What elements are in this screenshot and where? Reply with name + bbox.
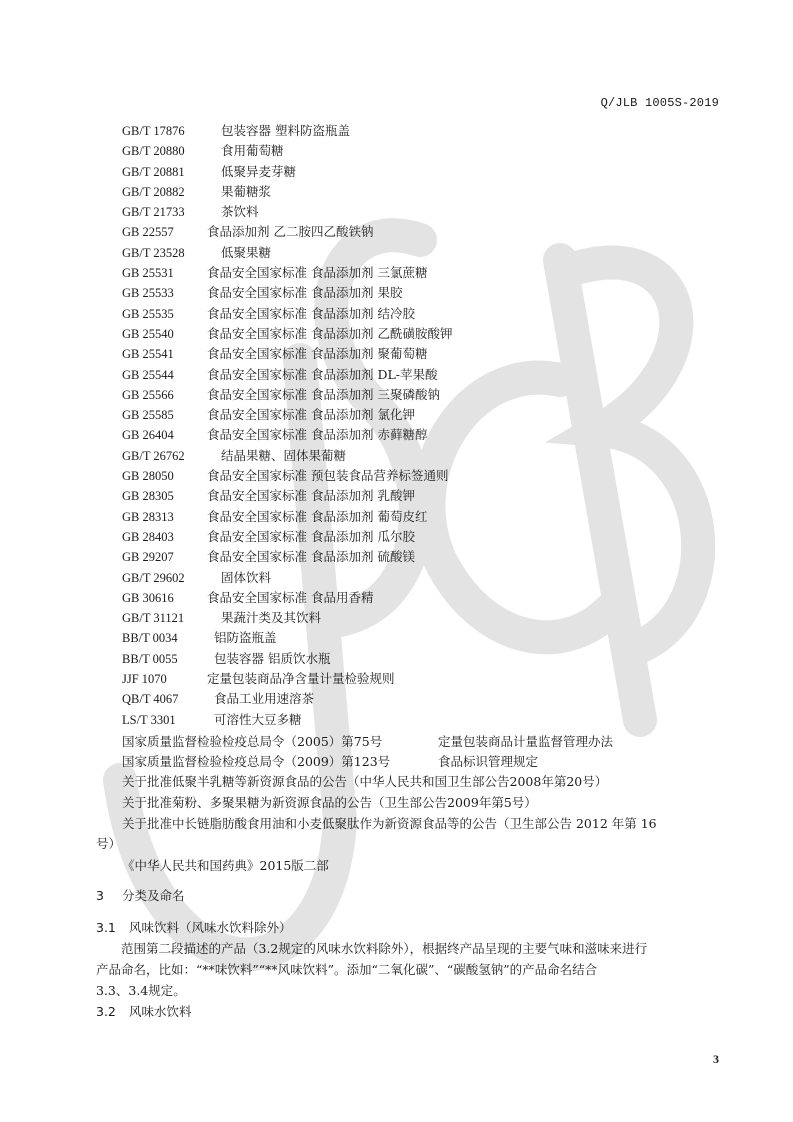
reference-title: 食品安全国家标准 食品添加剂 DL-苹果酸 [207,366,438,382]
reference-title: 包装容器 铝质饮水瓶 [214,650,331,666]
reference-code: GB/T 17876 [122,124,185,138]
section-title: 风味饮料（风味水饮料除外） [129,920,292,935]
announcement-3-line-2: 号） [96,836,122,851]
reference-code: GB/T 20880 [122,144,185,159]
regulation-title: 定量包装商品计量监督管理办法 [438,734,614,749]
reference-row [122,365,722,385]
reference-code: GB/T 21733 [122,205,185,220]
section-number: 3.2 [96,1004,116,1019]
reference-title: 食品安全国家标准 食品添加剂 乳酸钾 [207,488,415,504]
reference-row [122,263,722,283]
reference-title: 茶饮料 [221,204,259,220]
reference-row [122,141,722,161]
reference-code: GB 28305 [122,489,174,504]
reference-row [122,182,722,202]
reference-row [122,547,722,567]
reference-title: 食品安全国家标准 预包装食品营养标签通则 [207,468,449,484]
reference-row [122,344,722,364]
reference-code: GB 22557 [122,225,174,240]
reference-title: 果蔬汁类及其饮料 [221,610,322,626]
reference-code: LS/T 3301 [122,712,176,727]
reference-title: 低聚异麦芽糖 [221,163,297,179]
reference-title: 可溶性大豆多糖 [214,711,302,727]
reference-row [122,608,722,628]
reference-title: 包装容器 塑料防盗瓶盖 [221,123,350,138]
section-title: 分类及命名 [122,888,185,903]
reference-code: GB/T 20881 [122,164,185,179]
reference-title: 铝防盗瓶盖 [214,630,277,646]
reference-code: GB 25533 [122,286,174,301]
reference-title: 食品安全国家标准 食品添加剂 结冷胶 [207,305,415,321]
reference-row [122,405,722,425]
reference-row [122,689,722,709]
section-3-1-paragraph [96,938,720,1001]
reference-code: GB 29207 [122,550,174,565]
reference-code: GB 26404 [122,428,174,443]
reference-row [122,324,722,344]
reference-code: GB 25541 [122,347,174,362]
reference-code: GB/T 29602 [122,570,185,585]
reference-code: BB/T 0055 [122,651,178,666]
reference-row [122,486,722,506]
reference-title: 食品安全国家标准 食品添加剂 乙酰磺胺酸钾 [207,325,453,341]
reference-title: 食品安全国家标准 食品添加剂 硫酸镁 [207,549,415,565]
reference-title: 食品安全国家标准 食品添加剂 聚葡萄糖 [207,346,428,362]
reference-code: GB 25531 [122,266,174,281]
section-number: 3.1 [96,920,116,935]
reference-title: 食品安全国家标准 食品添加剂 三聚磷酸钠 [207,386,440,402]
reference-code: QB/T 4067 [122,692,179,707]
reference-code: GB/T 26762 [122,448,185,463]
reference-row [122,466,722,486]
reference-title: 果葡糖浆 [221,183,272,199]
reference-row [122,162,722,182]
reference-row [122,121,722,141]
reference-row [122,425,722,445]
reference-title: 食用葡萄糖 [221,143,284,159]
reference-title: 食品添加剂 乙二胺四乙酸铁钠 [207,224,374,240]
reference-title: 食品安全国家标准 食品添加剂 三氯蔗糖 [207,265,428,281]
announcement-1: 关于批准低聚半乳糖等新资源食品的公告（中华人民共和国卫生部公告2008年第20号） [122,774,608,789]
regulation-code: 国家质量监督检验检疫总局令（2005）第75号 [122,734,383,749]
paragraph-line: 产品命名，比如：“**味饮料”“**风味饮料”。添加“二氧化碳”、“碳酸氢钠”的产品命名结合 [96,962,598,977]
announcement-2: 关于批准菊粉、多聚果糖为新资源食品的公告（卫生部公告2009年第5号） [122,795,537,810]
reference-code: GB 28050 [122,469,174,484]
reference-row [122,527,722,547]
regulation-title: 食品标识管理规定 [438,754,539,769]
reference-title: 食品工业用速溶茶 [214,691,315,707]
reference-row [122,222,722,242]
reference-code: GB/T 20882 [122,184,185,199]
reference-title: 食品安全国家标准 食品添加剂 氯化钾 [207,407,415,423]
reference-code: GB 30616 [122,590,174,605]
reference-title: 食品安全国家标准 食品用香精 [207,589,374,605]
regulation-code: 国家质量监督检验检疫总局令（2009）第123号 [122,754,391,769]
reference-code: BB/T 0034 [122,631,178,646]
regulation-row [122,752,538,770]
reference-code: GB 25544 [122,367,174,382]
reference-row [122,628,722,648]
section-3-heading [96,886,185,904]
reference-row [122,669,722,689]
regulation-row [122,732,613,750]
section-number: 3 [96,888,104,903]
reference-title: 定量包装商品净含量计量检验规则 [207,671,395,687]
reference-row [122,283,722,303]
reference-title: 食品安全国家标准 食品添加剂 葡萄皮红 [207,508,428,524]
reference-title: 食品安全国家标准 食品添加剂 赤藓糖醇 [207,427,428,443]
section-title: 风味水饮料 [129,1004,192,1019]
page-number: 3 [713,1052,719,1066]
reference-code: GB/T 31121 [122,611,185,626]
reference-title: 低聚果糖 [221,244,272,260]
reference-row [122,649,722,669]
reference-code: JJF 1070 [122,672,167,687]
reference-row [122,710,722,730]
reference-code: GB/T 23528 [122,245,185,260]
reference-row [122,568,722,588]
reference-title: 固体饮料 [221,569,272,585]
reference-code: GB 28313 [122,509,174,524]
reference-title: 食品安全国家标准 食品添加剂 果胶 [207,285,403,301]
reference-code: GB 25585 [122,408,174,423]
normative-references-list [122,121,722,730]
reference-code: GB 28403 [122,529,174,544]
reference-row [122,588,722,608]
section-3-1-heading [96,918,292,936]
reference-row [122,385,722,405]
paragraph-line: 3.3、3.4规定。 [96,983,186,998]
reference-title: 食品安全国家标准 食品添加剂 瓜尔胶 [207,528,415,544]
reference-row [122,304,722,324]
section-3-2-heading [96,1002,192,1020]
reference-code: GB 25535 [122,306,174,321]
reference-code: GB 25540 [122,326,174,341]
reference-code: GB 25566 [122,387,174,402]
reference-row [122,446,722,466]
reference-title: 结晶果糖、固体果葡糖 [221,447,347,463]
pharmacopoeia-reference: 《中华人民共和国药典》2015版二部 [122,858,329,873]
reference-row [122,243,722,263]
reference-row [122,507,722,527]
announcement-3-line-1: 关于批准中长链脂肪酸食用油和小麦低聚肽作为新资源食品等的公告（卫生部公告 2012 年第 16 [122,816,657,831]
paragraph-line: 范围第二段描述的产品（3.2规定的风味水饮料除外），根据终产品呈现的主要气味和滋味来进行 [121,941,648,956]
document-code-header: Q/JLB 1005S-2019 [600,96,719,110]
reference-row [122,202,722,222]
